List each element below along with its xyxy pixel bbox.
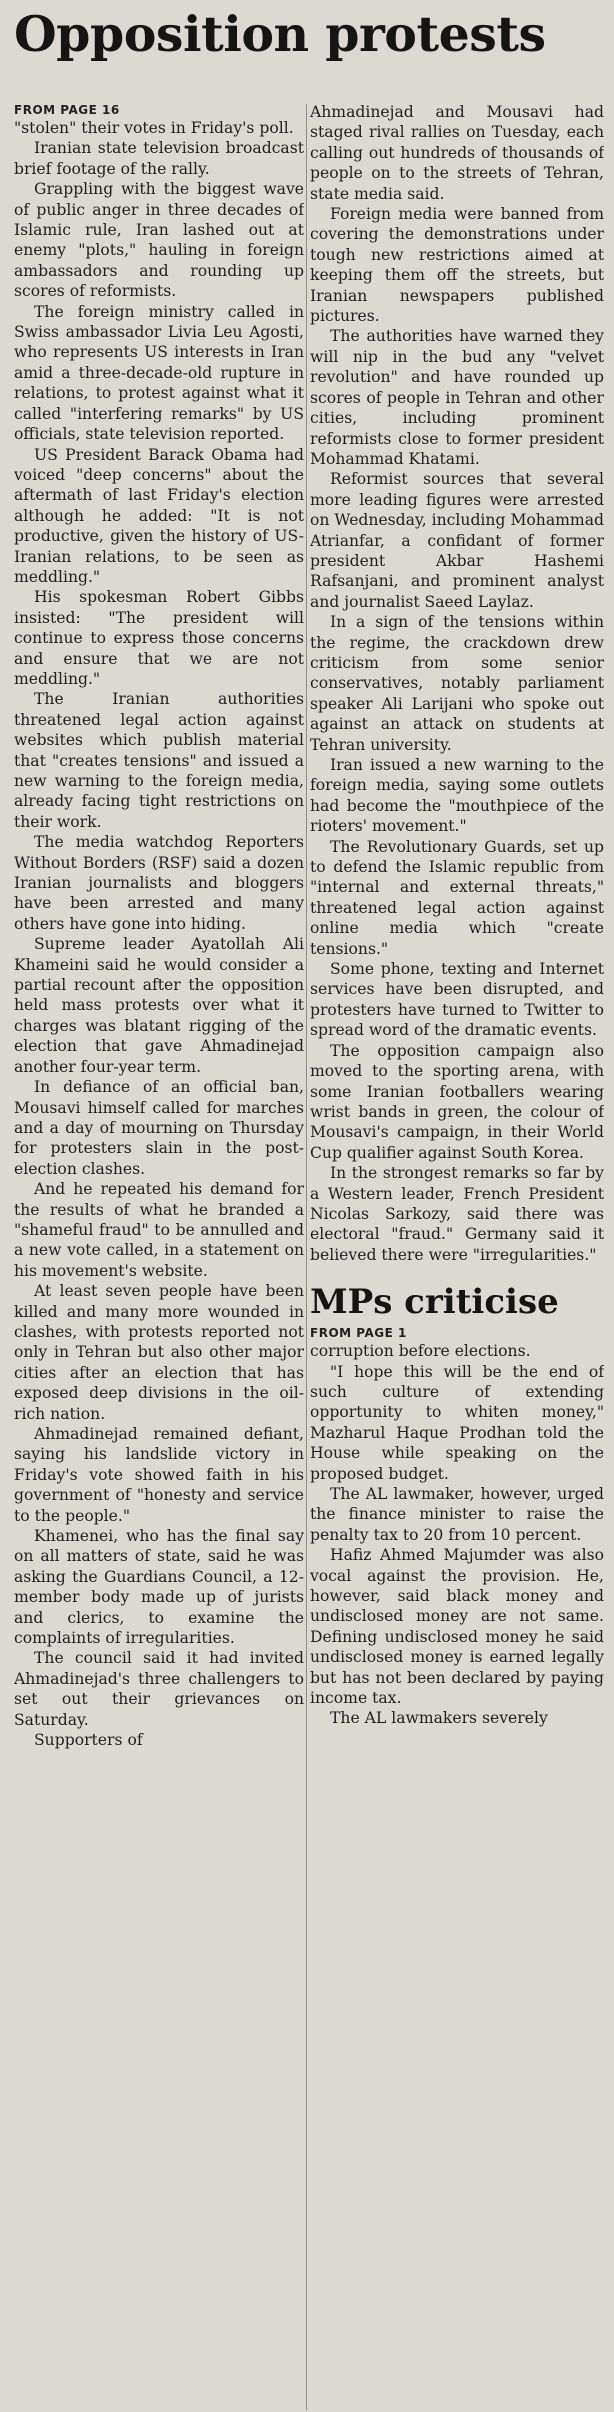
paragraph: Some phone, texting and Internet services have been disrupted, and protesters have turned to Twitter to spread word of the dramatic events. [310,960,604,1040]
paragraph: Supporters of [34,1731,143,1750]
paragraph: The foreign ministry called in Swiss ambassador Livia Leu Agosti, who represents US interests in Iran amid a three-decade-old rupture in relations, to protest against what it called "interfering remarks" by US officials, state television reported. [14,302,304,444]
paragraph: "stolen" their votes in Friday's poll. [14,119,294,137]
paragraph: Ahmadinejad remained defiant, saying his landslide victory in Friday's vote showed faith in his government of "honesty and service to the people." [14,1425,304,1525]
paragraph: Reformist sources that several more leading figures were arrested on Wednesday, including Mohammad Atrianfar, a confidant of former president Akbar Hashemi Rafsanjani, and prominent analyst and journalist Saeed Laylaz. [310,470,604,611]
paragraph: The media watchdog Reporters Without Borders (RSF) said a dozen Iranian journalists and bloggers have been arrested and many others have gone into hiding. [14,833,304,933]
paragraph: The opposition campaign also moved to the sporting arena, with some Iranian footballers wearing wrist bands in green, the colour of Mousavi's campaign, in their World Cup qualifier against South Korea. [310,1041,604,1162]
right-column [310,102,604,2412]
second-story-kicker: FROM PAGE 1 [310,1326,407,1341]
paragraph: "I hope this will be the end of such culture of extending opportunity to whiten money," Mazharul Haque Prodhan told the House while speaking on the proposed budget. [310,1362,604,1483]
paragraph: Ahmadinejad and Mousavi had staged rival rallies on Tuesday, each calling out hundreds of thousands of people on to the streets of Tehran, state media said. [310,103,604,203]
paragraph: Grappling with the biggest wave of public anger in three decades of Islamic rule, Iran lashed out at enemy "plots," hauling in foreign ambassadors and rounding up scores of reformists. [14,180,304,301]
paragraph: In defiance of an official ban, Mousavi himself called for marches and a day of mourning on Thursday for protesters slain in the post-election clashes. [14,1078,304,1178]
paragraph: corruption before elections. [310,1342,531,1361]
paragraph: The AL lawmaker, however, urged the finance minister to raise the penalty tax to 20 from 10 percent. [310,1485,604,1544]
continuation-kicker: FROM PAGE 16 [14,103,120,117]
paragraph: The authorities have warned they will nip in the bud any "velvet revolution" and have rounded up scores of people in Tehran and other cities, including prominent reformists close to former president Mohammad Khatami. [310,327,604,468]
paragraph: And he repeated his demand for the results of what he branded a "shameful fraud" to be annulled and a new vote called, in a statement on his movement's website. [14,1180,304,1280]
paragraph: In a sign of the tensions within the regime, the crackdown drew criticism from some senior conservatives, notably parliament speaker Ali Larijani who spoke out against an attack on students at Tehran university. [310,613,604,754]
paragraph: The AL lawmakers severely [330,1709,548,1728]
paragraph: Iranian state television broadcast brief footage of the rally. [14,139,304,178]
column-divider [306,104,307,2410]
paragraph: In the strongest remarks so far by a Western leader, French President Nicolas Sarkozy, said there was electoral "fraud." Germany said it believed there were "irregularities." [310,1164,604,1264]
paragraph: Supreme leader Ayatollah Ali Khameini said he would consider a partial recount after the opposition held mass protests over what it charges was blatant rigging of the election that gave Ahmadinejad another four-year term. [14,935,304,1076]
paragraph: At least seven people have been killed and many more wounded in clashes, with protests reported not only in Tehran but also other major cities after an election that has exposed deep divisions in the oil-rich nation. [14,1282,304,1423]
paragraph: Hafiz Ahmed Majumder was also vocal against the provision. He, however, said black money and undisclosed money are not same. Defining undisclosed money he said undisclosed money is earned legally but has not been declared by paying income tax. [310,1546,604,1708]
second-story-headline: MPs criticise [310,1282,559,1323]
paragraph: The council said it had invited Ahmadinejad's three challengers to set out their grievances on Saturday. [14,1649,304,1729]
paragraph: His spokesman Robert Gibbs insisted: "The president will continue to express those concerns and ensure that we are not meddling." [14,588,304,688]
story-headline: Opposition protests [14,5,546,63]
paragraph: The Iranian authorities threatened legal action against websites which publish material that "creates tensions" and issued a new warning to the foreign media, already facing tight restrictions on their work. [14,690,304,831]
paragraph: The Revolutionary Guards, set up to defend the Islamic republic from "internal and external threats," threatened legal action against online media which "create tensions." [310,837,604,958]
paragraph: US President Barack Obama had voiced "deep concerns" about the aftermath of last Friday's election although he added: "It is not productive, given the history of US-Iranian relations, to be seen as meddling." [14,445,304,586]
paragraph: Foreign media were banned from covering the demonstrations under tough new restrictions aimed at keeping them off the streets, but Iranian newspapers published pictures. [310,205,604,326]
paragraph: Iran issued a new warning to the foreign media, saying some outlets had become the "mouthpiece of the rioters' movement." [310,756,604,836]
left-column [14,102,304,2412]
paragraph: Khamenei, who has the final say on all matters of state, said he was asking the Guardians Council, a 12-member body made up of jurists and clerics, to examine the complaints of irregularities. [14,1527,304,1648]
